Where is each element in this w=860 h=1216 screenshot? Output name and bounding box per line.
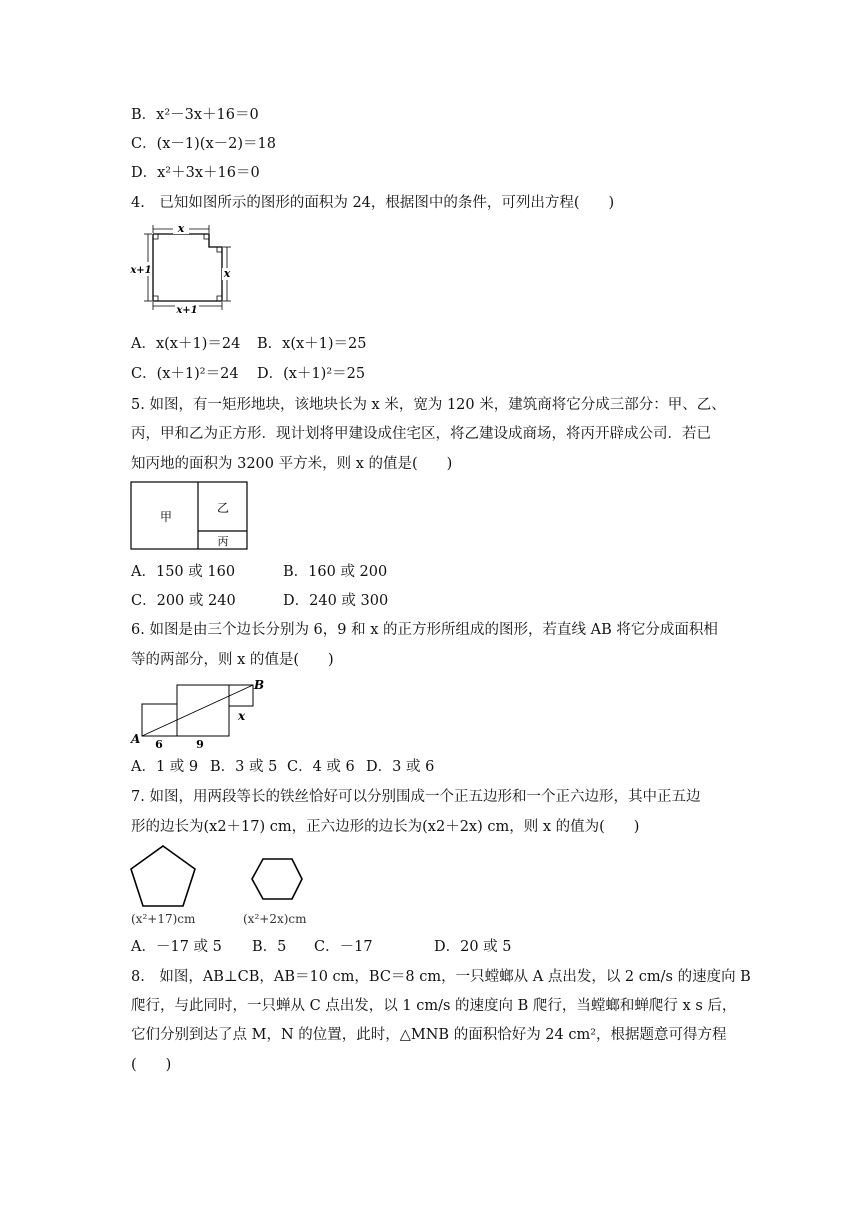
q4-option-b: B．x(x＋1)＝25 [257, 336, 367, 352]
q5-figure [130, 481, 250, 553]
q6-label-a: A [131, 732, 141, 746]
q5-option-d: D．240 或 300 [283, 593, 389, 609]
q7-option-b: B．5 [252, 939, 287, 955]
q6-stem-line2: 等的两部分，则 x 的值是( ) [131, 652, 334, 668]
q4-label-top: x [177, 222, 185, 235]
q6-option-d: D．3 或 6 [366, 759, 435, 775]
q6-label-b: B [254, 678, 265, 692]
q5-option-c: C．200 或 240 [131, 593, 236, 609]
q4-option-c: C．(x＋1)²＝24 [131, 366, 239, 382]
q7-label-pentagon: (x²+17)cm [131, 912, 196, 926]
q8-stem-line2: 爬行，与此同时，一只蝉从 C 点出发，以 1 cm/s 的速度向 B 爬行，当螳螂和蝉爬行 x s 后， [131, 998, 737, 1014]
q4-label-right: x [223, 267, 231, 280]
q6-options [131, 757, 434, 777]
q7-figure [128, 843, 328, 933]
q5-stem-line2: 丙，甲和乙为正方形．现计划将甲建设成住宅区，将乙建设成商场，将丙开辟成公司．若已 [131, 426, 711, 442]
prev-option-b: B．x²－3x＋16＝0 [131, 107, 259, 123]
q5-label-yi: 乙 [216, 501, 230, 515]
q5-label-jia: 甲 [159, 510, 173, 524]
q7-options [131, 937, 512, 957]
hexagon-shape [252, 859, 302, 899]
q4-options-row2 [131, 364, 365, 384]
prev-option-c: C．(x－1)(x－2)＝18 [131, 136, 276, 152]
q6-option-a: A．1 或 9 [131, 759, 199, 775]
q5-label-bing: 丙 [217, 535, 229, 548]
q6-label-nine: 9 [196, 738, 204, 751]
q6-stem-line1: 6. 如图是由三个边长分别为 6，9 和 x 的正方形所组成的图形，若直线 AB 将它分成面积相 [131, 622, 718, 638]
q4-label-bottom: x+1 [176, 305, 198, 316]
q7-stem-line2: 形的边长为(x2＋17) cm，正六边形的边长为(x2＋2x) cm，则 x 的值为( ) [131, 819, 640, 835]
q4-option-a: A．x(x＋1)＝24 [131, 336, 241, 352]
q8-stem-line4: ( ) [131, 1057, 172, 1073]
q4-option-d: D．(x＋1)²＝25 [257, 366, 366, 382]
q7-label-hexagon: (x²+2x)cm [243, 912, 307, 926]
q7-option-c: C．－17 [314, 939, 373, 955]
q4-options-row1 [131, 334, 367, 354]
q5-option-a: A．150 或 160 [131, 564, 236, 580]
pentagon-shape [131, 846, 195, 906]
q4-figure [128, 220, 248, 320]
q6-option-c: C．4 或 6 [287, 759, 355, 775]
q7-option-a: A．－17 或 5 [131, 939, 222, 955]
q5-options-row1 [131, 562, 387, 582]
q7-option-d: D．20 或 5 [434, 939, 512, 955]
q5-option-b: B．160 或 200 [283, 564, 388, 580]
q6-figure [128, 678, 268, 753]
q6-label-x: x [238, 709, 246, 723]
q6-option-b: B．3 或 5 [210, 759, 278, 775]
q5-stem-line1: 5. 如图，有一矩形地块，该地块长为 x 米，宽为 120 米，建筑商将它分成三部分：甲、乙、 [131, 397, 726, 413]
q4-stem: 4. 已知如图所示的图形的面积为 24，根据图中的条件，可列出方程( ) [131, 195, 615, 211]
q8-stem-line1: 8. 如图，AB⊥CB，AB＝10 cm，BC＝8 cm，一只螳螂从 A 点出发，以 2 cm/s 的速度向 B [131, 969, 751, 985]
q6-label-six: 6 [155, 738, 163, 751]
q8-stem-line3: 它们分别到达了点 M，N 的位置，此时，△MNB 的面积恰好为 24 cm²，根据题意可得方程 [131, 1027, 727, 1043]
q5-options-row2 [131, 591, 388, 611]
prev-option-d: D．x²＋3x＋16＝0 [131, 165, 260, 181]
q5-stem-line3: 知丙地的面积为 3200 平方米，则 x 的值是( ) [131, 456, 453, 472]
q4-label-left: x+1 [130, 265, 152, 276]
q7-stem-line1: 7. 如图，用两段等长的铁丝恰好可以分别围成一个正五边形和一个正六边形，其中正五边 [131, 789, 701, 805]
